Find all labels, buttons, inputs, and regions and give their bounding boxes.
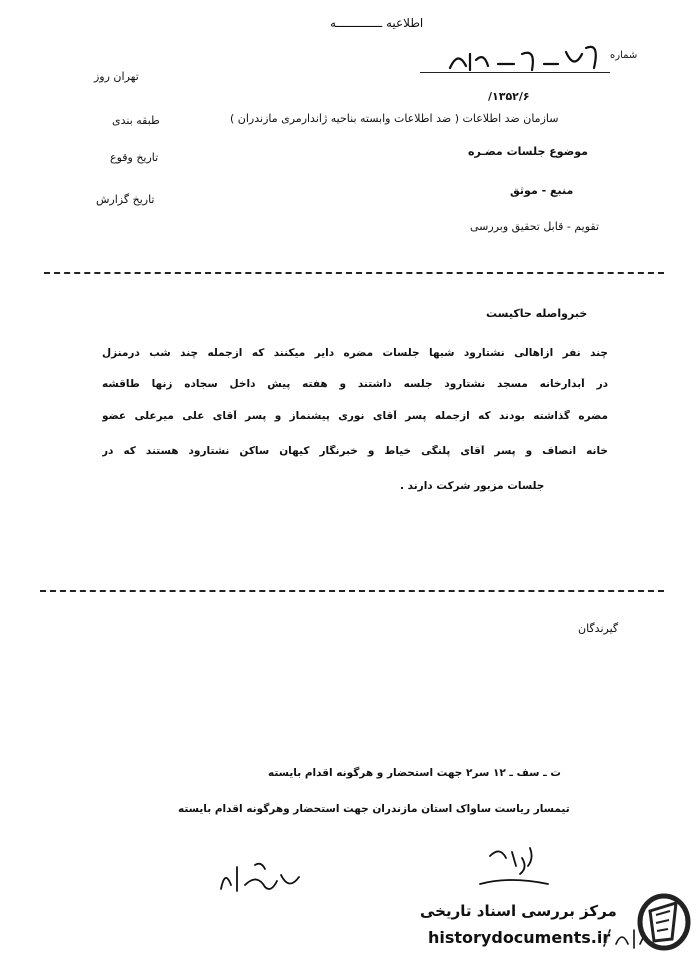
history-documents-logo-icon	[636, 893, 692, 951]
body-line-1: چند نفر ازاهالی نشتارود شبها جلسات مضره دایر میکنند که ازجمله چند شب درمنزل	[102, 347, 608, 359]
bottom-separator	[40, 590, 664, 592]
subject-line: موضوع جلسات مضـره	[468, 145, 588, 158]
report-date: ۱۳۵۲/۶/	[488, 90, 530, 103]
body-line-5: جلسات مزبور شرکت دارند .	[400, 480, 545, 492]
signature-right-icon	[470, 838, 560, 896]
recipients-label: گیرندگان	[578, 622, 619, 635]
number-label: شماره	[610, 50, 638, 61]
source-line: منبع - موثق	[510, 184, 574, 197]
watermark-url: historydocuments.ir	[428, 928, 611, 947]
event-date-label: تاریخ وقوع	[110, 151, 159, 164]
evaluation-line: تقویم - قابل تحقیق وبررسی	[470, 220, 600, 233]
document-type-title: اطلاعیه ـــــــــــــه	[330, 16, 424, 30]
signature-left-icon	[215, 855, 305, 903]
report-heading: خبرواصله حاکیست	[486, 307, 588, 320]
classification-label: طبقه بندی	[112, 114, 160, 127]
body-line-4: خانه انصاف و پسر آقای پلنگی خیاط و خبرنگار کیهان ساکن نشتارود هستند که در	[102, 445, 608, 457]
handwritten-number-icon	[440, 30, 610, 80]
note-line-2: تیمسار ریاست ساواک استان مازندران جهت استحضار وهرگونه اقدام بایسته	[178, 803, 570, 815]
organization-line: سازمان ضد اطلاعات ( ضد اطلاعات وابسته بناحیه ژاندارمری مازندران )	[230, 112, 559, 125]
note-line-1: ت ـ سف ـ ۱۲ سر۲ جهت استحضار و هرگونه اقدام بایسته	[268, 767, 561, 779]
body-line-2: در آبدارخانه مسجد نشتارود جلسه داشتند و هفته پیش داخل سجاده زنها طاقشه	[102, 378, 608, 390]
watermark-title: مرکز بررسی اسناد تاریخی	[420, 902, 617, 920]
tehran-day-label: تهران روز	[94, 70, 139, 83]
report-date-label: تاریخ گزارش	[96, 193, 155, 206]
body-line-3: مضره گذاشته بودند که ازجمله پسر آقای نوری پیشنماز و پسر آقای علی میرعلی عضو	[102, 410, 608, 422]
top-separator	[44, 272, 664, 274]
